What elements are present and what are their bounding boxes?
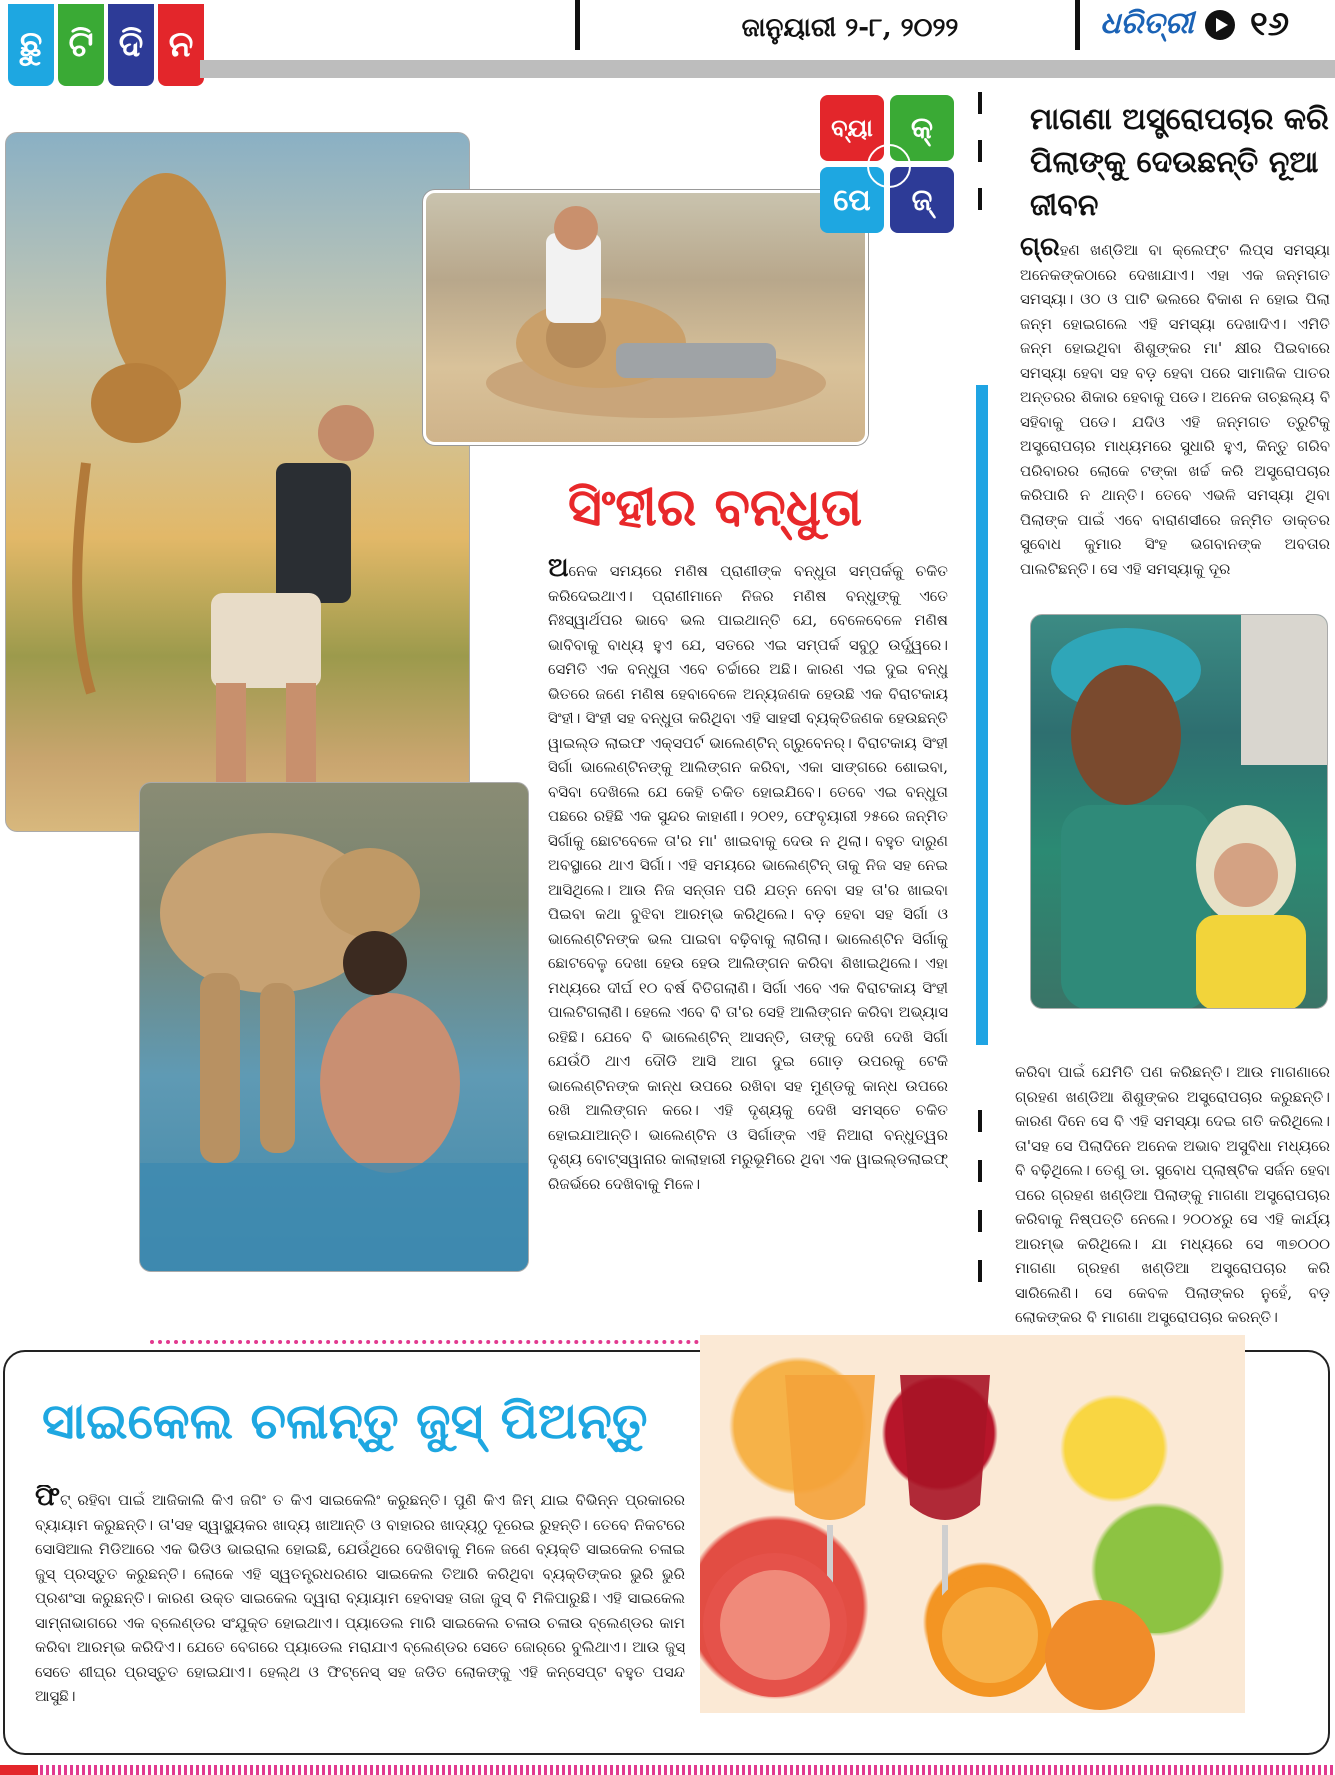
column-rule-6 — [978, 1210, 982, 1232]
column-rule-2 — [978, 140, 982, 162]
section-tile-4: ନ — [158, 4, 204, 86]
back-page-badge — [820, 95, 956, 237]
photo-1-illustration — [6, 133, 470, 832]
badge-tile-4: ଜ୍ — [890, 167, 954, 233]
footer-dotted-bar — [40, 1765, 1335, 1775]
column-rule-7 — [978, 1260, 982, 1282]
photo-fruits-and-juice — [700, 1335, 1245, 1713]
section-brand — [8, 4, 204, 86]
badge-tile-3: ପେ — [820, 167, 884, 233]
column-rule-5 — [978, 1160, 982, 1182]
lion-story-text: ନେକ ସମୟରେ ମଣିଷ ପ୍ରାଣୀଙ୍କ ବନ୍ଧୁତା ସମ୍ପର୍କକୁ ଚକିତ କରିଦେଇଥାଏ। ପ୍ରାଣୀମାନେ ନିଜର ମଣିଷ ବନ୍ଧୁଙ୍କୁ ଏତେ ନିଃସ୍ୱାର୍ଥପର ଭାବେ ଭଲ ପାଇଥାନ୍ତି ଯେ, ବେଳେବେଳେ ମଣିଷ ଭାବିବାକୁ ବାଧ୍ୟ ହୁଏ ଯେ, ସତରେ ଏଇ ସମ୍ପର୍କ ସବୁଠୁ ଉର୍ଦ୍ଧ୍ୱରେ। ସେମିତି ଏକ ବନ୍ଧୁତା ଏବେ ଚର୍ଚ୍ଚାରେ ଅଛି। କାରଣ ଏଇ ଦୁଇ ବନ୍ଧୁ ଭିତରେ ଜଣେ ମଣିଷ ହେବାବେଳେ ଅନ୍ୟଜଣକ ହେଉଛି ଏକ ବିରାଟକାୟ ସିଂହୀ। ସିଂହୀ ସହ ବନ୍ଧୁତା କରିଥିବା ଏହି ସାହସୀ ବ୍ୟକ୍ତିଜଣକ ହେଉଛନ୍ତି ୱାଇଲ୍ଡ ଲାଇଫ ଏକ୍ସପର୍ଟ ଭାଲେଣ୍ଟିନ୍ ଗ୍ରୁବେନର୍। ବିରାଟକାୟ ସିଂହୀ ସିର୍ଗା ଭାଲେଣ୍ଟିନଙ୍କୁ ଆଲିଙ୍ଗନ କରିବା, ଏକା ସାଙ୍ଗରେ ଶୋଇବା, ବସିବା ଦେଖିଲେ ଯେ କେହି ଚକିତ ହୋଇଯିବେ। ତେବେ ଏଇ ବନ୍ଧୁତା ପଛରେ ରହିଛି ଏକ ସୁନ୍ଦର କାହାଣୀ। ୨୦୧୨, ଫେବୃୟାରୀ ୨୫ରେ ଜନ୍ମିତ ସିର୍ଗାକୁ ଛୋଟବେଳେ ତା'ର ମା' ଖାଇବାକୁ ଦେଉ ନ ଥିଲା। ବହୁତ ଦାରୁଣ ଅବସ୍ଥାରେ ଥାଏ ସିର୍ଗା। ଏହି ସମୟରେ ଭାଲେଣ୍ଟିନ୍ ତାକୁ ନିଜ ସହ ନେଇ ଆସିଥିଲେ। ଆଉ ନିଜ ସନ୍ତାନ ପରି ଯତ୍ନ ନେବା ସହ ତା'ର ଖାଇବା ପିଇବା କଥା ବୁଝିବା ଆରମ୍ଭ କରିଥିଲେ। ବଡ଼ ହେବା ସହ ସିର୍ଗା ଓ ଭାଲେଣ୍ଟିନଙ୍କ ଭଲ ପାଇବା ବଢ଼ିବାକୁ ଲାଗିଲା। ଭାଲେଣ୍ଟିନ ସିର୍ଗାକୁ ଛୋଟବେଳୁ ଦେଖା ହେଉ ହେଉ ଆଲିଙ୍ଗନ କରିବା ଶିଖାଇଥିଲେ। ଏହା ମଧ୍ୟରେ ଦୀର୍ଘ ୧୦ ବର୍ଷ ବିତିଗଲାଣି। ସିର୍ଗା ଏବେ ଏକ ବିରାଟକାୟ ସିଂହୀ ପାଲଟିଗଲାଣି। ହେଲେ ଏବେ ବି ତା'ର ସେହି ଆଲିଙ୍ଗନ କରିବା ଅଭ୍ୟାସ ରହିଛି। ଯେବେ ବି ଭାଲେଣ୍ଟିନ୍ ଆସନ୍ତି, ତାଙ୍କୁ ଦେଖି ଦେଖି ସିର୍ଗା ଯେଉଁଠି ଥାଏ ଦୌଡି ଆସି ଆଗ ଦୁଇ ଗୋଡ଼ ଉପରକୁ ଟେକି ଭାଲେଣ୍ଟିନଙ୍କ କାନ୍ଧ ଉପରେ ରଖିବା ସହ ମୁଣ୍ଡକୁ କାନ୍ଧ ଉପରେ ରଖି ଆଲିଙ୍ଗନ କରେ। ଏହି ଦୃଶ୍ୟକୁ ଦେଖି ସମସ୍ତେ ଚକିତ ହୋଇଯାଆନ୍ତି। ଭାଲେଣ୍ଟିନ ଓ ସିର୍ଗାଙ୍କ ଏହି ନିଆରା ବନ୍ଧୁତ୍ୱର ଦୃଶ୍ୟ ବୋଟ୍ସୱାନାର କାଲାହାରୀ ମରୁଭୂମିରେ ଥିବା ଏକ ୱାଇଲ୍ଡଲାଇଫ୍ ରିଜର୍ଭରେ ଦେଖିବାକୁ ମିଳେ। — [548, 562, 948, 1193]
section-tile-1: ଛୁ — [8, 4, 54, 86]
photo-man-lifting-lioness — [5, 132, 470, 832]
column-rule-1 — [978, 92, 982, 114]
dateline: ଜାନୁୟାରୀ ୨-୮, ୨୦୨୨ — [741, 12, 959, 43]
juice-story-headline: ସାଇକେଲ ଚଳାନ୍ତୁ ଜୁସ୍ ପିଅନ୍ତୁ — [42, 1392, 648, 1450]
lion-story-dropcap: ଅ — [548, 556, 569, 583]
surgeon-story-body-bottom: କରିବା ପାଇଁ ଯେମିତି ପଣ କରିଛନ୍ତି। ଆଉ ମାଗଣାରେ ଗ୍ରହଣ ଖଣ୍ଡିଆ ଶିଶୁଙ୍କର ଅସ୍ତ୍ରୋପଚାର କରୁଛନ୍ତି। କାରଣ ଦିନେ ସେ ବି ଏହି ସମସ୍ୟା ଦେଇ ଗତି କରିଥିଲେ। ତା'ସହ ସେ ପିଲାଦିନେ ଅନେକ ଅଭାବ ଅସୁବିଧା ମଧ୍ୟରେ ବି ବଢ଼ିଥିଲେ। ତେଣୁ ଡା. ସୁବୋଧ ପ୍ଲାଷ୍ଟିକ ସର୍ଜନ ହେବା ପରେ ଗ୍ରହଣ ଖଣ୍ଡିଆ ପିଲାଙ୍କୁ ମାଗଣା ଅସ୍ତ୍ରୋପଚାର କରିବାକୁ ନିଷ୍ପତ୍ତି ନେଲେ। ୨୦୦୪ରୁ ସେ ଏହି କାର୍ଯ୍ୟ ଆରମ୍ଭ କରିଥିଲେ। ଯା ମଧ୍ୟରେ ସେ ୩୭୦୦୦ ମାଗଣା ଗ୍ରହଣ ଖଣ୍ଡିଆ ଅସ୍ତ୍ରୋପଚାର କରି ସାରିଲେଣି। ସେ କେବଳ ପିଲାଙ୍କର ନୁହେଁ, ବଡ଼ ଲୋକଙ୍କର ବି ମାଗଣା ଅସ୍ତ୍ରୋପଚାର କରନ୍ତି। — [1015, 1063, 1330, 1326]
play-icon — [1205, 10, 1235, 40]
header-grey-bar — [200, 60, 1335, 78]
section-tile-3: ଦି — [108, 4, 154, 86]
photo-doctor-with-baby — [1030, 614, 1328, 1009]
surgeon-story-text-top: ହଣ ଖଣ୍ଡିଆ ବା କ୍ଲେଫ୍ଟ ଲିପ୍ସ ସମସ୍ୟା ଅନେକଙ୍କଠାରେ ଦେଖାଯାଏ। ଏହା ଏକ ଜନ୍ମଗତ ସମସ୍ୟା। ଓଠ ଓ ପାଟି ଭଲରେ ବିକାଶ ନ ହୋଇ ପିଲା ଜନ୍ମ ହୋଇଗଲେ ଏହି ସମସ୍ୟା ଦେଖାଦିଏ। ଏମିତି ଜନ୍ମ ହୋଇଥିବା ଶିଶୁଙ୍କର ମା' କ୍ଷୀର ପିଇବାରେ ସମସ୍ୟା ହେବା ସହ ବଡ଼ ହେବା ପରେ ସାମାଜିକ ପାତର ଅନ୍ତରର ଶିକାର ହେବାକୁ ପଡେ। ଅନେକ ତାଚ୍ଛଲ୍ୟ ବି ସହିବାକୁ ପଡେ। ଯଦିଓ ଏହି ଜନ୍ମଗତ ତ୍ରୁଟିକୁ ଅସ୍ତ୍ରୋପଚାର ମାଧ୍ୟମରେ ସୁଧାରି ହୁଏ, କିନ୍ତୁ ଗରିବ ପରିବାରର ଲୋକେ ଟଙ୍କା ଖର୍ଚ୍ଚ କରି ଅସ୍ତ୍ରୋପଚାର କରିପାରି ନ ଥାନ୍ତି। ତେବେ ଏଭଳି ସମସ୍ୟା ଥିବା ପିଲାଙ୍କ ପାଇଁ ଏବେ ବାରାଣସୀରେ ଜନ୍ମିତ ଡାକ୍ତର ସୁବୋଧ କୁମାର ସିଂହ ଭଗବାନଙ୍କ ଅବତାର ପାଲଟିଛନ୍ତି। ସେ ଏହି ସମସ୍ୟାକୁ ଦୂର — [1020, 241, 1330, 578]
photo-man-with-lioness-lying — [423, 190, 868, 445]
photo-5-illustration — [700, 1335, 1245, 1713]
column-rule-3 — [978, 188, 982, 210]
page-number: ୧୬ — [1250, 4, 1290, 44]
header-divider-left — [575, 0, 580, 50]
photo-lioness-hugging-man-in-water — [139, 782, 529, 1272]
badge-tile-2: କ୍ — [890, 95, 954, 161]
badge-ring — [867, 144, 911, 188]
juice-story-dropcap: ଫି — [35, 1485, 60, 1512]
photo-4-illustration — [1031, 615, 1328, 1009]
column-rule-4 — [978, 1110, 982, 1132]
photo-2-illustration — [426, 193, 868, 445]
section-tile-2: ଟି — [58, 4, 104, 86]
column-rule-blue — [976, 385, 988, 1045]
badge-tile-1: ବ୍ୟା — [820, 95, 884, 161]
lion-story-headline: ସିଂହୀର ବନ୍ଧୁତା — [568, 478, 863, 538]
masthead-logo: ଧରିତ୍ରୀ — [1100, 6, 1194, 41]
surgeon-story-dropcap: ଗ୍ର — [1020, 235, 1060, 262]
lion-story-body — [548, 556, 948, 1256]
footer-red-block — [0, 1765, 38, 1775]
juice-story-body — [35, 1485, 685, 1720]
photo-3-illustration — [140, 783, 529, 1272]
juice-story-text: ଟ୍ ରହିବା ପାଇଁ ଆଜିକାଲି କିଏ ଜଗିଂ ତ କିଏ ସାଇକେଲିଂ କରୁଛନ୍ତି। ପୁଣି କିଏ ଜିମ୍ ଯାଇ ବିଭିନ୍ନ ପ୍ରକାରର ବ୍ୟାୟାମ କରୁଛନ୍ତି। ତା'ସହ ସ୍ୱାସ୍ଥ୍ୟକର ଖାଦ୍ୟ ଖାଆନ୍ତି ଓ ବାହାରର ଖାଦ୍ୟଠୁ ଦୂରେଇ ରୁହନ୍ତି। ତେବେ ନିକଟରେ ସୋସିଆଲ ମିଡିଆରେ ଏକ ଭିଡିଓ ଭାଇରାଲ ହୋଇଛି, ଯେଉଁଥିରେ ଦେଖିବାକୁ ମିଳେ ଜଣେ ବ୍ୟକ୍ତି ସାଇକେଲ ଚଳାଇ ଜୁସ୍ ପ୍ରସ୍ତୁତ କରୁଛନ୍ତି। ଲୋକେ ଏହି ସ୍ୱତନ୍ତ୍ରଧରଣର ସାଇକେଲ ତିଆରି କରିଥିବା ବ୍ୟକ୍ତିଙ୍କର ଭୁରି ଭୁରି ପ୍ରଶଂସା କରୁଛନ୍ତି। କାରଣ ଉକ୍ତ ସାଇକେଲ ଦ୍ୱାରା ବ୍ୟାୟାମ ହେବାସହ ତାଜା ଜୁସ୍ ବି ମିଳିପାରୁଛି। ଏହି ସାଇକେଲ ସାମ୍ନାଭାଗରେ ଏକ ବ୍ଲେଣ୍ଡର ସଂଯୁକ୍ତ ହୋଇଥାଏ। ପ୍ୟାଡେଲ ମାରି ସାଇକେଲ ଚଳାଉ ଚଳାଉ ବ୍ଲେଣ୍ଡର କାମ କରିବା ଆରମ୍ଭ କରିଦିଏ। ଯେତେ ବେଗରେ ପ୍ୟାଡେଲ ମରାଯାଏ ବ୍ଲେଣ୍ଡର ସେତେ ଜୋର୍‌ରେ ବୁଲିଥାଏ। ଆଉ ଜୁସ୍ ସେତେ ଶୀଘ୍ର ପ୍ରସ୍ତୁତ ହୋଇଯାଏ। ହେଲ୍ଥ ଓ ଫିଟ୍‌ନେସ୍ ସହ ଜଡିତ ଲୋକଙ୍କୁ ଏହି କନ୍‌ସେପ୍ଟ ବହୁତ ପସନ୍ଦ ଆସୁଛି। — [35, 1491, 685, 1705]
surgeon-story-body-top — [1020, 235, 1330, 605]
header-divider-right — [1075, 0, 1080, 50]
surgeon-story-headline: ମାଗଣା ଅସ୍ତ୍ରୋପଚାର କରି ପିଲାଙ୍କୁ ଦେଉଛନ୍ତି ନୂଆ ଜୀବନ — [1030, 102, 1329, 223]
